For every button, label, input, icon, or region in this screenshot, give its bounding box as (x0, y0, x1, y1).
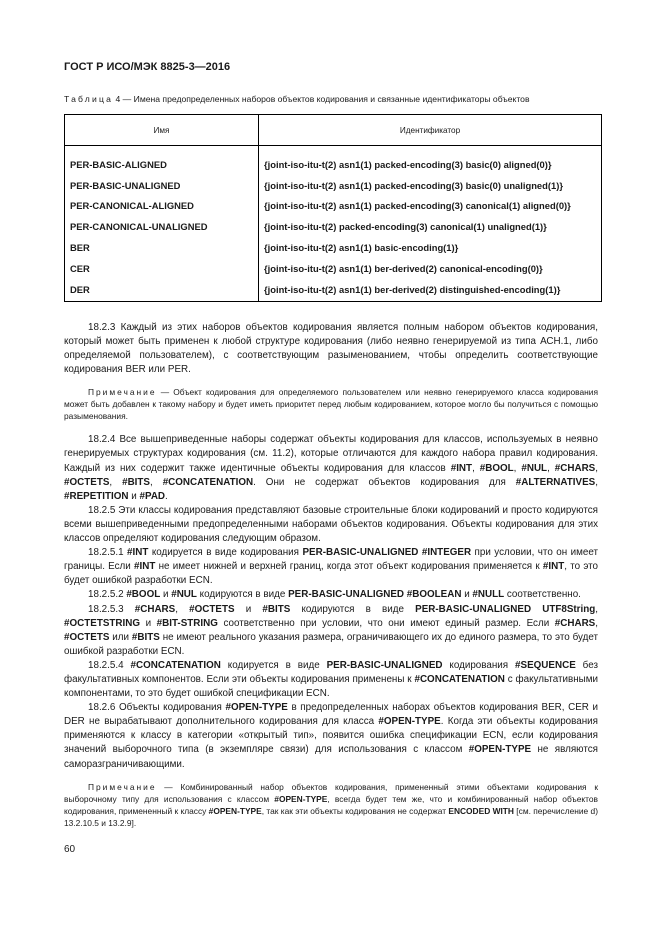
bold-term: #OPEN-TYPE (378, 716, 441, 728)
text-segment: , (595, 603, 599, 615)
encoding-set-name: PER-CANONICAL-UNALIGNED (65, 216, 259, 237)
text-segment: с факультативными компонентами, то это будет ошибкой спецификации ECN. (64, 673, 598, 700)
table-row (65, 237, 602, 258)
text-segment: соответственно при условии, что они имеют единый размер. Если (217, 617, 555, 629)
encoding-set-name: PER-BASIC-UNALIGNED (65, 175, 259, 196)
text-segment: — Объект кодирования для определяемого пользователем или неявно генерируемого класса кодирования может быть добавлен к такому набору и будет иметь приоритет перед любым кодированием, которое могло бы получиться с помощью разыменования. (64, 387, 598, 422)
text-segment: кодирования (442, 659, 516, 671)
text-segment: , (109, 476, 123, 488)
encoding-set-name: CER (65, 258, 259, 279)
text-segment: не являются саморазграничивающими. (64, 744, 598, 770)
column-header-identifier: Идентификатор (259, 115, 602, 146)
text-segment: не имеют реального указания размера, ограничивающего их до единого размера, то это будет ошибкой разработки ECN. (64, 631, 598, 657)
text-segment: кодируется в виде (220, 659, 327, 671)
text-segment: . (165, 490, 168, 502)
bold-term: #CHARS (554, 462, 596, 474)
object-identifier: {joint-iso-itu-t(2) asn1(1) ber-derived(2) distinguished-encoding(1)} (259, 279, 602, 302)
encoding-set-name: DER (65, 279, 259, 302)
column-header-name: Имя (65, 115, 259, 146)
object-identifier: {joint-iso-itu-t(2) asn1(1) packed-encoding(3) canonical(1) aligned(0)} (259, 196, 602, 217)
object-identifier: {joint-iso-itu-t(2) asn1(1) packed-encoding(3) basic(0) aligned(0)} (259, 154, 602, 175)
text-segment: . Они не содержат объектов кодирования для (253, 476, 516, 488)
bold-term: #ALTERNATIVES (515, 476, 596, 488)
bold-term: #INT (450, 462, 473, 474)
bold-term: #INT (542, 561, 565, 573)
text-segment: — Комбинированный набор объектов кодирования, примененный этими объектами кодирования к выборочному типу для использования с классом (64, 781, 598, 804)
text-segment: без факультативных компонентов. Если эти объекты кодирования применены к (64, 659, 598, 685)
text-segment: 18.2.5.1 (88, 547, 128, 559)
bold-term: #OPEN-TYPE (468, 744, 532, 756)
bold-term: #BITS (131, 631, 160, 643)
text-segment: в предопределенных наборах объектов кодирования BER, CER и DER не вырабатывают дополнительного кодирования для класса (64, 702, 598, 728)
text-segment: и (234, 603, 263, 615)
table-caption (64, 94, 604, 104)
body-paragraph (64, 504, 598, 546)
body-paragraph (64, 701, 598, 771)
bold-term: #BOOL (126, 589, 161, 601)
text-segment: , (513, 462, 522, 474)
text-segment: , (595, 476, 598, 488)
bold-term: #BIT-STRING (156, 617, 218, 629)
body-paragraph (64, 433, 598, 503)
text-segment: 18.2.5.3 (88, 603, 135, 615)
text-segment: , то это будет ошибкой разработки ECN. (64, 561, 598, 587)
body-text (64, 321, 598, 840)
bold-term: #OCTETSTRING (64, 617, 141, 629)
text-segment: не имеет нижней и верхней границ, когда этот объект кодирования применяется к (155, 561, 543, 573)
text-segment: . Когда эти объекты кодирования применяются к классу в категории «открытый тип», появится ошибка спецификации ECN, если кодирования значений выборочного типа (в экземпляре связи) для использования с классом (64, 716, 599, 756)
text-segment: 18.2.5 Эти классы кодирования представляют базовые строительные блоки кодирований и просто кодируются всеми вышеприведенными предопределенными наборами объектов кодирования. Объекты кодирования для этих классов определяют кодирования следующим образом. (64, 504, 598, 545)
bold-term: PER-BASIC-UNALIGNED #INTEGER (302, 547, 472, 559)
bold-term: #NUL (521, 462, 548, 474)
table-row (65, 196, 602, 217)
text-segment: , всегда будет тем же, что и комбинированный набор объектов кодирования, примененный к классу (64, 793, 598, 816)
text-segment: , так как эти объекты кодирования не содержат (261, 805, 449, 816)
object-identifier: {joint-iso-itu-t(2) asn1(1) basic-encoding(1)} (259, 237, 602, 258)
table-row (65, 258, 602, 279)
table-row (65, 279, 602, 302)
text-segment: кодируется в виде кодирования (148, 547, 303, 559)
note-paragraph (64, 386, 598, 422)
text-segment: , (150, 476, 163, 488)
encoding-set-name: BER (65, 237, 259, 258)
body-paragraph (64, 659, 598, 701)
table-row (65, 216, 602, 237)
bold-term: #INT (134, 561, 156, 573)
table-header-row (65, 115, 602, 146)
text-segment: [см. перечисление d) 13.2.10.5 и 13.2.9]. (64, 805, 598, 828)
text-segment: , (595, 617, 598, 629)
table-row (65, 154, 602, 175)
text-segment: и (160, 589, 172, 601)
text-segment: кодируются в виде (290, 603, 416, 615)
text-segment: , (595, 462, 598, 474)
text-segment: и (461, 589, 473, 601)
bold-term: #BOOL (479, 462, 514, 474)
bold-term: #REPETITION (64, 490, 129, 502)
encoding-sets-table (64, 114, 602, 302)
page-number: 60 (64, 844, 76, 855)
bold-term: PER-BASIC-UNALIGNED (326, 659, 443, 671)
bold-term: #NUL (171, 589, 197, 601)
bold-term: #INT (127, 547, 149, 559)
body-paragraph (64, 321, 598, 377)
text-segment: Примечание (88, 781, 157, 792)
bold-term: #CONCATENATION (414, 673, 505, 685)
bold-term: #BITS (262, 603, 291, 615)
text-segment: , (175, 603, 190, 615)
text-segment: , (547, 462, 555, 474)
object-identifier: {joint-iso-itu-t(2) packed-encoding(3) canonical(1) unaligned(1)} (259, 216, 602, 237)
text-segment: соответственно. (504, 589, 581, 601)
caption-label: Таблица (64, 94, 114, 104)
text-segment: или (109, 631, 132, 643)
table-row (65, 175, 602, 196)
bold-term: #NULL (472, 589, 505, 601)
bold-term: PER-BASIC-UNALIGNED UTF8String (415, 603, 596, 615)
body-paragraph (64, 546, 598, 588)
bold-term: #PAD (139, 490, 166, 502)
caption-title: 4 — Имена предопределенных наборов объектов кодирования и связанные идентификаторы объектов (113, 94, 530, 104)
text-segment: Примечание (88, 387, 157, 398)
bold-term: #SEQUENCE (515, 659, 576, 671)
text-segment: кодируются в виде (196, 589, 289, 601)
text-segment: 18.2.4 Все вышеприведенные наборы содержат объекты кодирования для классов, используемых в неявно генерируемых структурах кодирования (см. 11.2), которые отличаются для каждого набора правил кодирования. Каждый из них содержит также идентичные объекты кодирования для классов (64, 434, 598, 474)
bold-term: #CHARS (134, 603, 176, 615)
text-segment: при условии, что он имеет границы. Если (64, 547, 599, 573)
text-segment: и (140, 617, 157, 629)
encoding-set-name: PER-BASIC-ALIGNED (65, 154, 259, 175)
text-segment: , (472, 462, 480, 474)
bold-term: #CONCATENATION (130, 659, 221, 671)
encoding-set-name: PER-CANONICAL-ALIGNED (65, 196, 259, 217)
standard-header: ГОСТ Р ИСО/МЭК 8825-3—2016 (64, 61, 231, 73)
text-segment: 18.2.5.4 (88, 659, 131, 671)
bold-term: #OCTETS (189, 603, 235, 615)
note-paragraph (64, 781, 598, 829)
object-identifier: {joint-iso-itu-t(2) asn1(1) ber-derived(2) canonical-encoding(0)} (259, 258, 602, 279)
bold-term: #OPEN-TYPE (225, 702, 288, 714)
bold-term: PER-BASIC-UNALIGNED #BOOLEAN (288, 589, 462, 601)
text-segment: 18.2.3 Каждый из этих наборов объектов кодирования является полным набором объектов кодирования, который может быть применен к любой структуре кодирования (либо неявно генерируемой из типа АСН.1, либо определяемой пользователем), с соответствующим разыменованием, чтобы определить соответствующие кодирования BER или PER. (64, 322, 598, 376)
bold-term: #OCTETS (64, 476, 110, 488)
text-segment: 18.2.5.2 (88, 589, 127, 601)
bold-term: #OPEN-TYPE (274, 793, 328, 804)
bold-term: #BITS (122, 476, 150, 488)
body-paragraph (64, 603, 598, 659)
body-paragraph (64, 588, 598, 602)
bold-term: #CONCATENATION (162, 476, 254, 488)
bold-term: ENCODED WITH (448, 805, 514, 816)
bold-term: #OCTETS (64, 631, 110, 643)
text-segment: 18.2.6 Объекты кодирования (88, 702, 226, 714)
bold-term: #CHARS (554, 617, 596, 629)
object-identifier: {joint-iso-itu-t(2) asn1(1) packed-encoding(3) basic(0) unaligned(1)} (259, 175, 602, 196)
text-segment: и (128, 490, 140, 502)
bold-term: #OPEN-TYPE (208, 805, 262, 816)
